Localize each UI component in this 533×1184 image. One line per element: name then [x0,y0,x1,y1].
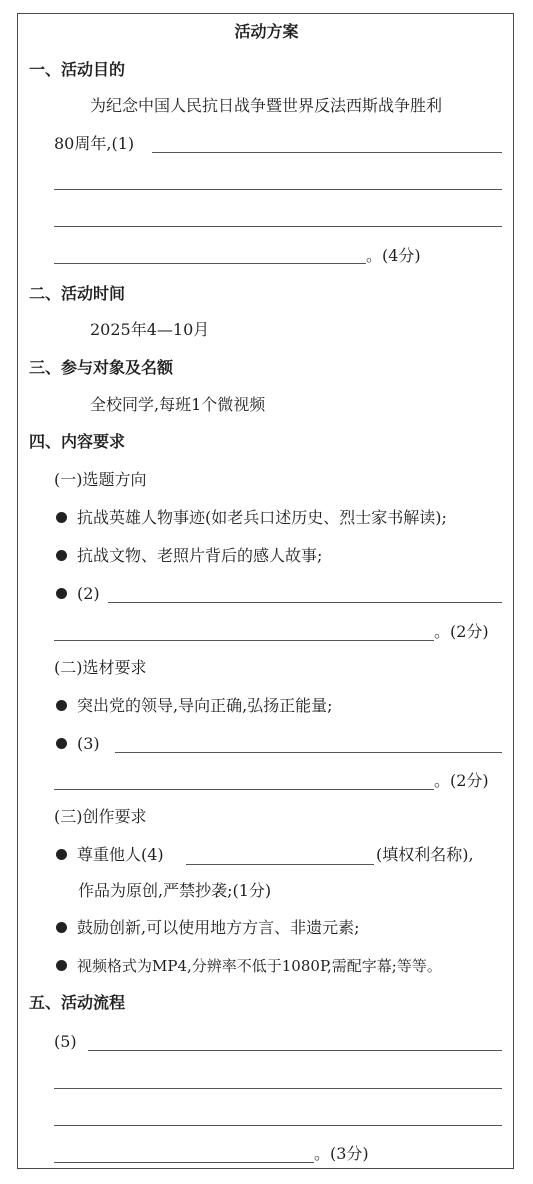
section-3-value: 全校同学,每班1个微视频 [90,395,266,414]
section-1-paragraph-line1: 为纪念中国人民抗日战争暨世界反法西斯战争胜利 [90,96,443,115]
answer-blank-3a[interactable] [115,752,502,753]
material-bullet-1-text: 突出党的领导,导向正确,弘扬正能量; [77,696,333,715]
answer-blank-1c[interactable] [54,226,502,227]
creation-bullet-1 [56,845,164,865]
topic-bullet-3-text: (2) [77,584,100,603]
section-1-score: 。(4分) [366,246,421,265]
topic-bullet-1-text: 抗战英雄人物事迹(如老兵口述历史、烈士家书解读); [77,508,447,527]
section-2-heading: 二、活动时间 [29,284,126,303]
answer-blank-5d[interactable] [54,1162,314,1163]
section-3-heading: 三、参与对象及名额 [29,358,174,377]
answer-blank-1d[interactable] [54,263,366,264]
subsection-2-title: (二)选材要求 [54,658,147,677]
creation-bullet-3 [56,956,442,976]
answer-blank-2a[interactable] [108,602,502,603]
section-5-heading: 五、活动流程 [29,993,126,1012]
subsection-1-title: (一)选题方向 [54,470,147,489]
creation-bullet-2-text: 鼓励创新,可以使用地方方言、非遗元素; [77,918,360,937]
bullet-dot-icon [56,512,67,523]
topic-bullet-2-text: 抗战文物、老照片背后的感人故事; [77,546,323,565]
creation-bullet-1-prefix: 尊重他人(4) [77,845,164,864]
material-bullet-1 [56,696,333,716]
answer-blank-1b[interactable] [54,189,502,190]
subsection-2-score: 。(2分) [434,771,489,790]
creation-bullet-1-suffix: (填权利名称), [376,845,474,864]
subsection-3-title: (三)创作要求 [54,807,147,826]
section-1-paragraph-line2: 80周年,(1) [54,134,135,153]
bullet-dot-icon [56,738,67,749]
answer-blank-1a[interactable] [152,152,502,153]
section-2-value: 2025年4—10月 [90,320,210,339]
answer-blank-3b[interactable] [54,789,434,790]
subsection-1-score: 。(2分) [434,622,489,641]
section-1-heading: 一、活动目的 [29,60,126,79]
bullet-dot-icon [56,588,67,599]
section-4-heading: 四、内容要求 [29,432,126,451]
answer-blank-5b[interactable] [54,1088,502,1089]
bullet-dot-icon [56,550,67,561]
answer-blank-5c[interactable] [54,1125,502,1126]
topic-bullet-2 [56,546,322,566]
bullet-dot-icon [56,849,67,860]
answer-blank-2b[interactable] [54,640,434,641]
bullet-dot-icon [56,960,67,971]
section-5-prefix: (5) [54,1032,77,1051]
topic-bullet-1 [56,508,447,528]
creation-bullet-3-text: 视频格式为MP4,分辨率不低于1080P,需配字幕;等等。 [77,957,442,975]
topic-bullet-3 [56,584,100,604]
section-5-score: 。(3分) [314,1144,369,1163]
creation-bullet-1-continuation: 作品为原创,严禁抄袭;(1分) [78,881,272,900]
answer-blank-5a[interactable] [88,1050,502,1051]
material-bullet-2 [56,734,100,754]
bullet-dot-icon [56,700,67,711]
answer-blank-4[interactable] [186,864,374,865]
creation-bullet-2 [56,918,359,938]
page-title: 活动方案 [234,22,299,41]
bullet-dot-icon [56,922,67,933]
material-bullet-2-text: (3) [77,734,100,753]
